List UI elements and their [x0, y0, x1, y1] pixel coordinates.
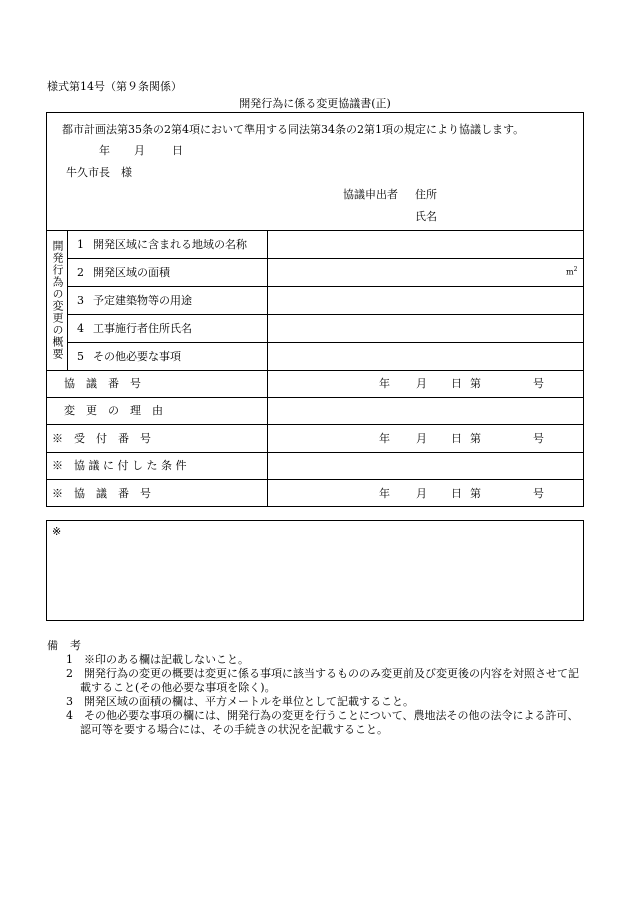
- overview-row-5-num: 5: [77, 350, 84, 363]
- row-agreement-number-2-month: 月: [416, 487, 427, 500]
- row-reception-number-year: 年: [379, 432, 390, 445]
- row-line: [67, 258, 584, 259]
- overview-row-2-label: 開発区域の面積: [93, 266, 170, 279]
- official-notes-box: [46, 520, 584, 621]
- applicant-name-label: 氏名: [415, 210, 437, 223]
- notes-box-mark: ※: [52, 525, 62, 538]
- row-agreement-number-2-label: ※ 協 議 番 号: [52, 487, 151, 500]
- overview-row-2-num: 2: [77, 266, 84, 279]
- row-reception-number-month: 月: [416, 432, 427, 445]
- area-unit: $m^2$: [566, 266, 578, 277]
- overview-row-3-label: 予定建築物等の用途: [93, 294, 192, 307]
- overview-row-4-label: 工事施行者住所氏名: [93, 322, 192, 335]
- document-title: 開発行為に係る変更協議書(正): [239, 97, 391, 110]
- row-line: [46, 424, 584, 425]
- row-agreement-number-dai: 第: [470, 377, 481, 390]
- row-change-reason-label: 変 更 の 理 由: [64, 404, 163, 417]
- column-line: [267, 230, 268, 507]
- row-agreement-number-month: 月: [416, 377, 427, 390]
- row-agreement-number-year: 年: [379, 377, 390, 390]
- row-line: [46, 397, 584, 398]
- remark-item: 3 開発区域の面積の欄は、平方メートルを単位として記載すること。: [66, 695, 414, 708]
- remark-item: 1 ※印のある欄は記載しないこと。: [66, 653, 249, 666]
- addressee: 牛久市長 様: [66, 166, 132, 179]
- applicant-label: 協議申出者: [343, 188, 398, 201]
- remarks-section: [47, 637, 582, 737]
- row-conditions-label: ※ 協 議 に 付 し た 条 件: [52, 459, 187, 472]
- overview-row-1-label: 開発区域に含まれる地域の名称: [93, 238, 247, 251]
- row-line: [67, 314, 584, 315]
- form-number: 様式第14号（第９条関係）: [47, 80, 182, 93]
- row-agreement-number-2-dai: 第: [470, 487, 481, 500]
- row-reception-number-dai: 第: [470, 432, 481, 445]
- date-year: 年: [99, 144, 110, 157]
- overview-row-3-num: 3: [77, 294, 84, 307]
- overview-label: 開発行為の変更の概要: [51, 240, 64, 360]
- row-line: [46, 452, 584, 453]
- remark-item: 2 開発行為の変更の概要は変更に係る事項に該当するもののみ変更前及び変更後の内容を対照させて記載すること(その他必要な事項を除く)。: [66, 667, 579, 694]
- row-line: [46, 479, 584, 480]
- row-line: [67, 342, 584, 343]
- overview-row-1-num: 1: [77, 238, 84, 251]
- table-top-line: [46, 230, 584, 231]
- row-line: [67, 286, 584, 287]
- remarks-heading: 備考: [47, 639, 93, 652]
- overview-row-5-label: その他必要な事項: [93, 350, 181, 363]
- row-reception-number-label: ※ 受 付 番 号: [52, 432, 151, 445]
- row-agreement-number-2-year: 年: [379, 487, 390, 500]
- overview-row-4-num: 4: [77, 322, 84, 335]
- row-reception-number-day: 日: [451, 432, 462, 445]
- row-agreement-number-go: 号: [533, 377, 544, 390]
- date-month: 月: [134, 144, 145, 157]
- row-agreement-number-label: 協 議 番 号: [64, 377, 141, 390]
- applicant-address-label: 住所: [415, 188, 437, 201]
- row-reception-number-go: 号: [533, 432, 544, 445]
- row-agreement-number-2-day: 日: [451, 487, 462, 500]
- row-agreement-number-day: 日: [451, 377, 462, 390]
- row-agreement-number-2-go: 号: [533, 487, 544, 500]
- column-line: [67, 230, 68, 370]
- remark-item: 4 その他必要な事項の欄には、開発行為の変更を行うことについて、農地法その他の法令による許可、認可等を要する場合には、その手続きの状況を記載すること。: [66, 709, 579, 736]
- intro-text: 都市計画法第35条の2第4項において準用する同法第34条の2第1項の規定により協議します。: [62, 123, 525, 136]
- date-day: 日: [172, 144, 183, 157]
- row-line: [46, 370, 584, 371]
